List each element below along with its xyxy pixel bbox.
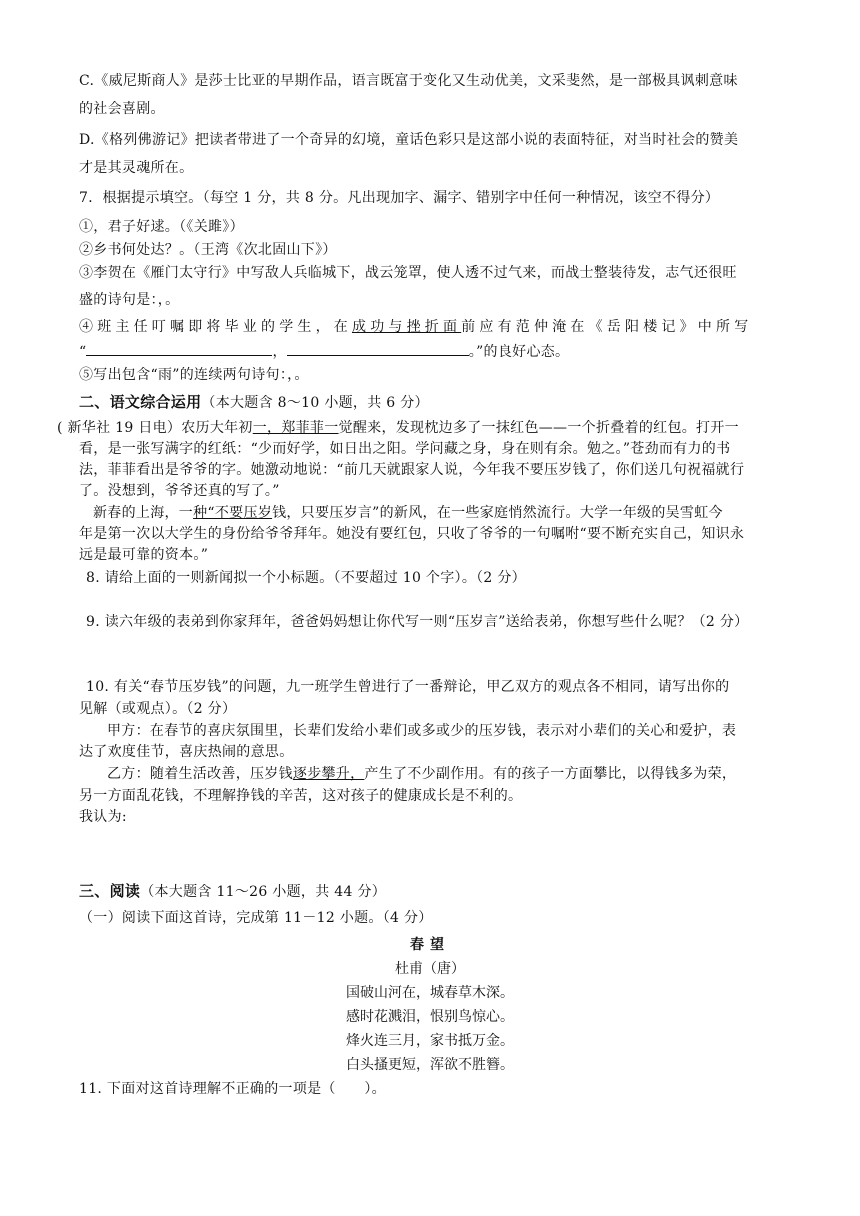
q8-stem: 8. 请给上面的一则新闻拟一个小标题。（不要超过 10 个字）。（2 分）	[86, 570, 526, 586]
q6-option-d-line1: D.《格列佛游记》把读者带进了一个奇异的幻境，童话色彩只是这部小说的表面特征，对当时社会的赞美	[79, 132, 739, 148]
q7-item-4-line2	[79, 341, 569, 362]
my-view-label: 我认为:	[79, 809, 127, 825]
yi-line-1-post: 产生了不少副作用。有的孩子一方面攀比，以得钱多为荣，	[364, 766, 737, 782]
news-line-1-pre: ( 新华社 19 日电）农历大年初	[57, 420, 253, 436]
open-quote: “	[79, 344, 87, 360]
news-line-7: 远是最可靠的资本。”	[79, 547, 209, 563]
q7-item-1: ①，君子好逑。（《关雎》）	[79, 219, 244, 235]
section-2-note: （本大题含 8～10 小题，共 6 分）	[201, 395, 429, 411]
answer-blank-2[interactable]	[287, 341, 469, 356]
poem-line-3: 烽火连三月，家书抵万金。	[346, 1033, 514, 1049]
yi-line-1-underlined: 逐步攀升，	[292, 766, 365, 782]
q7-item-4-line1	[79, 317, 752, 337]
section-2-title: 二、语文综合运用	[79, 393, 202, 411]
news-line-6: 年是第一次以大学生的身份给爷爷拜年。她没有要红包，只收了爷爷的一句嘱咐“要不断充实自己，知识永	[79, 526, 745, 542]
yi-line-1	[107, 764, 736, 784]
q6-option-c-line1: C.《威尼斯商人》是莎士比亚的早期作品，语言既富于变化又生动优美，文采斐然，是一部极具讽刺意味	[79, 73, 738, 89]
poem-title: 春望	[410, 937, 450, 953]
poem-author: 杜甫（唐）	[395, 961, 465, 977]
section-3-note: （本大题含 11～26 小题，共 44 分）	[140, 884, 387, 900]
section-3-heading	[79, 881, 386, 902]
news-line-3: 法，菲菲看出是爷爷的字。她激动地说：“前几天就跟家人说，今年我不要压岁钱了，你们送几句祝福就行	[79, 462, 745, 478]
q9-stem: 9. 读六年级的表弟到你家拜年，爸爸妈妈想让你代写一则“压岁言”送给表弟，你想写些什么呢？（2 分）	[86, 614, 749, 630]
jia-line-2: 达了欢度佳节，喜庆热闹的意思。	[79, 744, 294, 760]
news-line-1	[57, 418, 739, 438]
news-line-4: 了。没想到，爷爷还真的写了。”	[79, 483, 280, 499]
yi-line-1-pre: 乙方：随着生活改善，压岁钱	[107, 766, 293, 782]
news-line-5-pre: 新春的上海，一	[93, 505, 194, 521]
q7-item-4-post: 前应有范仲淹在《岳阳楼记》中所写	[461, 319, 753, 335]
close-quote-text: 。”的良好心态。	[468, 344, 570, 360]
q6-option-d-line2: 才是其灵魂所在。	[79, 160, 194, 176]
news-line-5	[93, 503, 723, 523]
section-3-sub-1: （一）阅读下面这首诗，完成第 11－12 小题。（4 分）	[79, 910, 433, 926]
poem-line-1: 国破山河在，城春草木深。	[346, 985, 514, 1001]
poem-line-2: 感时花溅泪，恨别鸟惊心。	[346, 1009, 514, 1025]
q7-stem: 7．根据提示填空。（每空 1 分，共 8 分。凡出现加字、漏字、错别字中任何一种情况，该空不得分）	[79, 190, 720, 206]
section-3-title: 三、阅读	[79, 882, 141, 900]
section-2-heading	[79, 392, 429, 413]
q7-item-3-line2: 盛的诗句是：，。	[79, 292, 180, 308]
comma: ，	[272, 344, 287, 360]
news-line-1-underlined: 一，郑菲菲一	[252, 420, 339, 436]
yi-line-2: 另一方面乱花钱，不理解挣钱的辛苦，这对孩子的健康成长是不利的。	[79, 788, 523, 804]
jia-line-1: 甲方：在春节的喜庆氛围里，长辈们发给小辈们或多或少的压岁钱，表示对小辈们的关心和爱护，表	[107, 723, 737, 739]
q7-item-5: ⑤写出包含“雨”的连续两句诗句：，。	[79, 367, 309, 383]
q7-item-4-pre: ④班主任叮嘱即将毕业的学生，在	[79, 319, 352, 335]
q6-option-c-line2: 的社会喜剧。	[79, 101, 165, 117]
q7-item-4-underlined: 成功与挫折面	[352, 319, 462, 335]
answer-blank-1[interactable]	[86, 341, 272, 356]
news-line-5-post: 钱，只要压岁言”的新风，在一些家庭悄然流行。大学一年级的吴雪虹今	[272, 505, 723, 521]
news-line-1-post: 觉醒来，发现枕边多了一抹红色——一个折叠着的红包。打开一	[338, 420, 739, 436]
q7-item-2: ②乡书何处达？。（王湾《次北固山下》）	[79, 242, 337, 258]
news-line-5-underlined: 种“不要压岁	[193, 505, 273, 521]
q11-stem: 11. 下面对这首诗理解不正确的一项是（ ）。	[79, 1081, 386, 1097]
poem-line-4: 白头搔更短，浑欲不胜簪。	[346, 1057, 514, 1073]
q7-item-3-line1: ③李贺在《雁门太守行》中写敌人兵临城下，战云笼罩，使人透不过气来，而战士整装待发，志气还很旺	[79, 265, 737, 281]
q10-stem-line2: 见解（或观点）。（2 分）	[79, 701, 237, 717]
q10-stem-line1: 10. 有关“春节压岁钱”的问题，九一班学生曾进行了一番辩论，甲乙双方的观点各不相同，请写出你的	[86, 679, 730, 695]
news-line-2: 看，是一张写满字的红纸：“少而好学，如日出之阳。学问藏之身，身在则有余。勉之。”苍劲而有力的书	[79, 441, 731, 457]
